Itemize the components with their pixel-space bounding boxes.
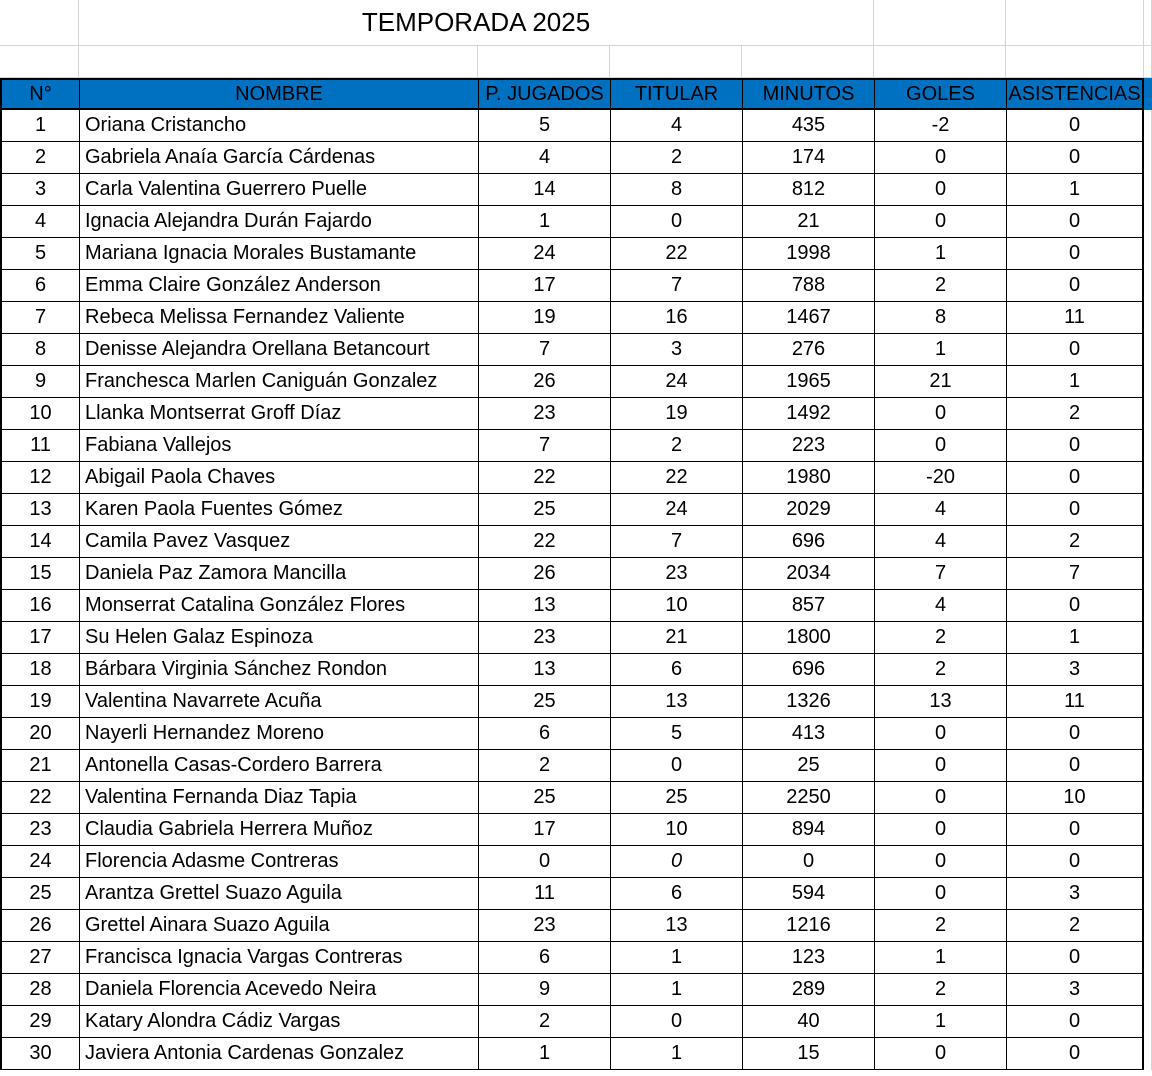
cell-number[interactable]: 29 [0,1006,79,1038]
cell-number[interactable]: 18 [0,654,79,686]
cell-partidos-jugados[interactable]: 25 [478,494,610,526]
cell-partidos-jugados[interactable]: 7 [478,334,610,366]
cell-asistencias[interactable]: 0 [1006,494,1144,526]
cell-goles[interactable]: 0 [874,430,1006,462]
cell-goles[interactable]: 0 [874,846,1006,878]
cell-number[interactable]: 4 [0,206,79,238]
cell-empty[interactable] [742,46,874,78]
cell-goles[interactable]: 13 [874,686,1006,718]
cell-goles[interactable]: 0 [874,142,1006,174]
cell-partidos-jugados[interactable]: 24 [478,238,610,270]
cell-empty[interactable] [1144,846,1152,878]
cell-goles[interactable]: 7 [874,558,1006,590]
cell-empty[interactable] [1144,942,1152,974]
cell-nombre[interactable]: Valentina Navarrete Acuña [79,686,478,718]
cell-partidos-jugados[interactable]: 13 [478,590,610,622]
cell-minutos[interactable]: 276 [742,334,874,366]
cell-partidos-jugados[interactable]: 14 [478,174,610,206]
header-partidos-jugados[interactable]: P. JUGADOS [478,78,610,110]
cell-minutos[interactable]: 1965 [742,366,874,398]
title-row [0,0,1152,46]
cell-asistencias[interactable]: 0 [1006,1038,1144,1070]
cell-titular[interactable]: 4 [610,110,742,142]
cell-minutos[interactable]: 174 [742,142,874,174]
cell-titular[interactable]: 2 [610,142,742,174]
cell-empty[interactable] [1144,814,1152,846]
table-row [0,942,1152,974]
cell-asistencias[interactable]: 3 [1006,654,1144,686]
cell-goles[interactable]: 0 [874,398,1006,430]
cell-partidos-jugados[interactable]: 17 [478,270,610,302]
cell-goles[interactable]: 2 [874,270,1006,302]
cell-minutos[interactable]: 1800 [742,622,874,654]
cell-number[interactable]: 14 [0,526,79,558]
cell-asistencias[interactable]: 1 [1006,366,1144,398]
table-row [0,334,1152,366]
cell-empty[interactable] [1144,782,1152,814]
table-row [0,206,1152,238]
cell-nombre[interactable]: Claudia Gabriela Herrera Muñoz [79,814,478,846]
table-row [0,398,1152,430]
cell-number[interactable]: 19 [0,686,79,718]
cell-empty[interactable] [1144,878,1152,910]
cell-titular[interactable]: 6 [610,654,742,686]
cell-titular[interactable]: 0 [610,206,742,238]
cell-asistencias[interactable]: 0 [1006,750,1144,782]
cell-empty[interactable] [1144,270,1152,302]
table-row [0,718,1152,750]
cell-partidos-jugados[interactable]: 1 [478,206,610,238]
cell-number[interactable]: 17 [0,622,79,654]
cell-partidos-jugados[interactable]: 4 [478,142,610,174]
cell-nombre[interactable]: Arantza Grettel Suazo Aguila [79,878,478,910]
cell-goles[interactable]: 0 [874,782,1006,814]
cell-asistencias[interactable]: 0 [1006,942,1144,974]
cell-asistencias[interactable]: 0 [1006,206,1144,238]
cell-nombre[interactable]: Su Helen Galaz Espinoza [79,622,478,654]
cell-asistencias[interactable]: 7 [1006,558,1144,590]
cell-asistencias[interactable]: 11 [1006,686,1144,718]
cell-partidos-jugados[interactable]: 6 [478,718,610,750]
cell-empty[interactable] [1144,590,1152,622]
cell-empty[interactable] [1144,110,1152,142]
cell-nombre[interactable]: Ignacia Alejandra Durán Fajardo [79,206,478,238]
table-row [0,142,1152,174]
cell-titular[interactable]: 10 [610,814,742,846]
table-row [0,910,1152,942]
cell-goles[interactable]: 0 [874,814,1006,846]
cell-titular[interactable]: 3 [610,334,742,366]
cell-empty[interactable] [0,0,79,46]
cell-empty[interactable] [1144,974,1152,1006]
cell-goles[interactable]: 1 [874,238,1006,270]
cell-empty[interactable] [1144,718,1152,750]
cell-asistencias[interactable]: 0 [1006,846,1144,878]
cell-nombre[interactable]: Francisca Ignacia Vargas Contreras [79,942,478,974]
cell-empty[interactable] [1144,1038,1152,1070]
cell-minutos[interactable]: 435 [742,110,874,142]
cell-titular[interactable]: 19 [610,398,742,430]
cell-number[interactable]: 24 [0,846,79,878]
cell-minutos[interactable]: 21 [742,206,874,238]
cell-nombre[interactable]: Javiera Antonia Cardenas Gonzalez [79,1038,478,1070]
cell-titular[interactable]: 0 [610,846,742,878]
cell-nombre[interactable]: Fabiana Vallejos [79,430,478,462]
cell-minutos[interactable]: 2029 [742,494,874,526]
cell-number[interactable]: 25 [0,878,79,910]
cell-minutos[interactable]: 123 [742,942,874,974]
cell-minutos[interactable]: 223 [742,430,874,462]
cell-nombre[interactable]: Llanka Montserrat Groff Díaz [79,398,478,430]
cell-number[interactable]: 20 [0,718,79,750]
cell-empty[interactable] [1144,526,1152,558]
cell-nombre[interactable]: Karen Paola Fuentes Gómez [79,494,478,526]
cell-empty[interactable] [1144,46,1152,78]
cell-nombre[interactable]: Daniela Florencia Acevedo Neira [79,974,478,1006]
cell-minutos[interactable]: 594 [742,878,874,910]
cell-number[interactable]: 1 [0,110,79,142]
table-row [0,302,1152,334]
cell-partidos-jugados[interactable]: 22 [478,462,610,494]
table-row [0,1038,1152,1070]
cell-goles[interactable]: 1 [874,1006,1006,1038]
cell-nombre[interactable]: Camila Pavez Vasquez [79,526,478,558]
cell-goles[interactable]: 2 [874,654,1006,686]
cell-nombre[interactable]: Franchesca Marlen Caniguán Gonzalez [79,366,478,398]
cell-number[interactable]: 7 [0,302,79,334]
cell-partidos-jugados[interactable]: 26 [478,558,610,590]
cell-titular[interactable]: 1 [610,1038,742,1070]
cell-nombre[interactable]: Antonella Casas-Cordero Barrera [79,750,478,782]
cell-partidos-jugados[interactable]: 25 [478,782,610,814]
cell-nombre[interactable]: Denisse Alejandra Orellana Betancourt [79,334,478,366]
table-row [0,782,1152,814]
cell-nombre[interactable]: Emma Claire González Anderson [79,270,478,302]
cell-empty[interactable] [874,46,1006,78]
cell-nombre[interactable]: Abigail Paola Chaves [79,462,478,494]
cell-asistencias[interactable]: 1 [1006,174,1144,206]
cell-partidos-jugados[interactable]: 19 [478,302,610,334]
cell-asistencias[interactable]: 11 [1006,302,1144,334]
cell-goles[interactable]: 4 [874,494,1006,526]
cell-goles[interactable]: 0 [874,1038,1006,1070]
cell-partidos-jugados[interactable]: 23 [478,398,610,430]
empty-row [0,46,1152,78]
cell-asistencias[interactable]: 1 [1006,622,1144,654]
table-row [0,1006,1152,1038]
cell-titular[interactable]: 7 [610,270,742,302]
cell-nombre[interactable]: Katary Alondra Cádiz Vargas [79,1006,478,1038]
cell-minutos[interactable]: 2250 [742,782,874,814]
cell-empty[interactable] [1144,0,1152,46]
cell-partidos-jugados[interactable]: 17 [478,814,610,846]
cell-titular[interactable]: 2 [610,430,742,462]
cell-partidos-jugados[interactable]: 6 [478,942,610,974]
page-title[interactable]: TEMPORADA 2025 [79,0,874,46]
cell-minutos[interactable]: 788 [742,270,874,302]
cell-number[interactable]: 27 [0,942,79,974]
cell-empty[interactable] [1144,238,1152,270]
cell-nombre[interactable]: Gabriela Anaía García Cárdenas [79,142,478,174]
cell-minutos[interactable]: 15 [742,1038,874,1070]
cell-titular[interactable]: 1 [610,942,742,974]
cell-goles[interactable]: 0 [874,878,1006,910]
cell-minutos[interactable]: 413 [742,718,874,750]
cell-number[interactable]: 13 [0,494,79,526]
table-row [0,686,1152,718]
cell-nombre[interactable]: Daniela Paz Zamora Mancilla [79,558,478,590]
cell-minutos[interactable]: 0 [742,846,874,878]
table-row [0,270,1152,302]
cell-number[interactable]: 11 [0,430,79,462]
cell-asistencias[interactable]: 0 [1006,142,1144,174]
cell-minutos[interactable]: 1467 [742,302,874,334]
cell-number[interactable]: 30 [0,1038,79,1070]
cell-number[interactable]: 3 [0,174,79,206]
cell-asistencias[interactable]: 0 [1006,334,1144,366]
cell-nombre[interactable]: Valentina Fernanda Diaz Tapia [79,782,478,814]
cell-goles[interactable]: 2 [874,974,1006,1006]
table-row [0,622,1152,654]
cell-minutos[interactable]: 40 [742,1006,874,1038]
cell-titular[interactable]: 10 [610,590,742,622]
header-nombre[interactable]: NOMBRE [79,78,478,110]
cell-nombre[interactable]: Monserrat Catalina González Flores [79,590,478,622]
cell-empty[interactable] [1144,174,1152,206]
cell-partidos-jugados[interactable]: 22 [478,526,610,558]
cell-partidos-jugados[interactable]: 5 [478,110,610,142]
cell-empty[interactable] [1144,462,1152,494]
cell-nombre[interactable]: Nayerli Hernandez Moreno [79,718,478,750]
cell-titular[interactable]: 16 [610,302,742,334]
table-row [0,366,1152,398]
cell-goles[interactable]: 8 [874,302,1006,334]
cell-number[interactable]: 23 [0,814,79,846]
cell-empty[interactable] [1144,1006,1152,1038]
cell-titular[interactable]: 24 [610,366,742,398]
table-row [0,654,1152,686]
cell-goles[interactable]: 2 [874,622,1006,654]
cell-partidos-jugados[interactable]: 11 [478,878,610,910]
cell-empty[interactable] [1144,302,1152,334]
cell-nombre[interactable]: Grettel Ainara Suazo Aguila [79,910,478,942]
table-body [0,110,1152,1070]
cell-asistencias[interactable]: 10 [1006,782,1144,814]
cell-partidos-jugados[interactable]: 2 [478,750,610,782]
cell-asistencias[interactable]: 2 [1006,910,1144,942]
cell-asistencias[interactable]: 0 [1006,238,1144,270]
cell-minutos[interactable]: 894 [742,814,874,846]
cell-titular[interactable]: 25 [610,782,742,814]
cell-titular[interactable]: 5 [610,718,742,750]
cell-titular[interactable]: 21 [610,622,742,654]
cell-titular[interactable]: 8 [610,174,742,206]
cell-asistencias[interactable]: 0 [1006,270,1144,302]
cell-number[interactable]: 2 [0,142,79,174]
cell-empty[interactable] [1144,334,1152,366]
cell-nombre[interactable]: Oriana Cristancho [79,110,478,142]
table-row [0,590,1152,622]
cell-number[interactable]: 10 [0,398,79,430]
cell-asistencias[interactable]: 0 [1006,1006,1144,1038]
cell-number[interactable]: 15 [0,558,79,590]
header-titular[interactable]: TITULAR [610,78,742,110]
cell-asistencias[interactable]: 2 [1006,526,1144,558]
cell-minutos[interactable]: 1492 [742,398,874,430]
cell-goles[interactable]: 21 [874,366,1006,398]
cell-goles[interactable]: -20 [874,462,1006,494]
cell-empty[interactable] [1144,622,1152,654]
cell-number[interactable]: 28 [0,974,79,1006]
header-goles[interactable]: GOLES [874,78,1006,110]
cell-goles[interactable]: 4 [874,526,1006,558]
header-number[interactable]: N° [0,78,79,110]
cell-partidos-jugados[interactable]: 2 [478,1006,610,1038]
cell-empty[interactable] [1144,750,1152,782]
cell-empty[interactable] [874,0,1006,46]
cell-empty[interactable] [1144,558,1152,590]
table-row [0,974,1152,1006]
cell-asistencias[interactable]: 0 [1006,430,1144,462]
cell-nombre[interactable]: Carla Valentina Guerrero Puelle [79,174,478,206]
table-row [0,174,1152,206]
cell-partidos-jugados[interactable]: 7 [478,430,610,462]
cell-goles[interactable]: 0 [874,718,1006,750]
cell-partidos-jugados[interactable]: 0 [478,846,610,878]
cell-minutos[interactable]: 1998 [742,238,874,270]
cell-goles[interactable]: 0 [874,206,1006,238]
cell-empty[interactable] [0,46,79,78]
cell-asistencias[interactable]: 0 [1006,718,1144,750]
cell-empty[interactable] [1006,46,1144,78]
table-row [0,750,1152,782]
cell-titular[interactable]: 22 [610,238,742,270]
cell-minutos[interactable]: 25 [742,750,874,782]
cell-empty[interactable] [478,46,610,78]
cell-titular[interactable]: 1 [610,974,742,1006]
cell-empty[interactable] [1144,430,1152,462]
cell-nombre[interactable]: Mariana Ignacia Morales Bustamante [79,238,478,270]
cell-partidos-jugados[interactable]: 26 [478,366,610,398]
cell-minutos[interactable]: 696 [742,654,874,686]
cell-titular[interactable]: 13 [610,910,742,942]
cell-asistencias[interactable]: 0 [1006,590,1144,622]
cell-minutos[interactable]: 812 [742,174,874,206]
cell-minutos[interactable]: 1216 [742,910,874,942]
cell-goles[interactable]: 0 [874,174,1006,206]
cell-minutos[interactable]: 696 [742,526,874,558]
cell-nombre[interactable]: Rebeca Melissa Fernandez Valiente [79,302,478,334]
cell-empty[interactable] [1144,206,1152,238]
cell-partidos-jugados[interactable]: 13 [478,654,610,686]
cell-goles[interactable]: -2 [874,110,1006,142]
cell-number[interactable]: 12 [0,462,79,494]
cell-minutos[interactable]: 1326 [742,686,874,718]
cell-titular[interactable]: 24 [610,494,742,526]
cell-empty[interactable] [1144,398,1152,430]
cell-partidos-jugados[interactable]: 23 [478,910,610,942]
cell-asistencias[interactable]: 0 [1006,814,1144,846]
cell-empty[interactable] [1144,366,1152,398]
cell-titular[interactable]: 7 [610,526,742,558]
cell-minutos[interactable]: 857 [742,590,874,622]
cell-number[interactable]: 22 [0,782,79,814]
cell-titular[interactable]: 23 [610,558,742,590]
cell-titular[interactable]: 6 [610,878,742,910]
cell-titular[interactable]: 0 [610,1006,742,1038]
cell-number[interactable]: 5 [0,238,79,270]
cell-titular[interactable]: 0 [610,750,742,782]
cell-asistencias[interactable]: 3 [1006,878,1144,910]
cell-asistencias[interactable]: 3 [1006,974,1144,1006]
cell-asistencias[interactable]: 0 [1006,110,1144,142]
cell-goles[interactable]: 2 [874,910,1006,942]
header-minutos[interactable]: MINUTOS [742,78,874,110]
table-row [0,526,1152,558]
cell-empty[interactable] [1144,910,1152,942]
table-row [0,846,1152,878]
cell-nombre[interactable]: Bárbara Virginia Sánchez Rondon [79,654,478,686]
cell-empty[interactable] [1144,494,1152,526]
table-row [0,462,1152,494]
table-row [0,494,1152,526]
cell-asistencias[interactable]: 0 [1006,462,1144,494]
cell-partidos-jugados[interactable]: 23 [478,622,610,654]
header-asistencias[interactable]: ASISTENCIAS [1006,78,1144,110]
cell-empty[interactable] [1144,686,1152,718]
table-row [0,878,1152,910]
cell-number[interactable]: 21 [0,750,79,782]
cell-goles[interactable]: 1 [874,334,1006,366]
cell-goles[interactable]: 1 [874,942,1006,974]
cell-empty[interactable] [1006,0,1144,46]
cell-empty[interactable] [1144,142,1152,174]
table-row [0,238,1152,270]
cell-partidos-jugados[interactable]: 25 [478,686,610,718]
cell-empty[interactable] [79,46,478,78]
cell-titular[interactable]: 13 [610,686,742,718]
cell-partidos-jugados[interactable]: 9 [478,974,610,1006]
cell-goles[interactable]: 0 [874,750,1006,782]
cell-minutos[interactable]: 2034 [742,558,874,590]
table-header [0,78,1152,110]
cell-minutos[interactable]: 289 [742,974,874,1006]
cell-minutos[interactable]: 1980 [742,462,874,494]
cell-number[interactable]: 16 [0,590,79,622]
cell-number[interactable]: 9 [0,366,79,398]
cell-goles[interactable]: 4 [874,590,1006,622]
cell-empty[interactable] [1144,654,1152,686]
cell-titular[interactable]: 22 [610,462,742,494]
cell-number[interactable]: 8 [0,334,79,366]
cell-empty[interactable] [610,46,742,78]
cell-nombre[interactable]: Florencia Adasme Contreras [79,846,478,878]
table-row [0,558,1152,590]
table-row [0,814,1152,846]
cell-partidos-jugados[interactable]: 1 [478,1038,610,1070]
table-row [0,430,1152,462]
cell-number[interactable]: 6 [0,270,79,302]
cell-number[interactable]: 26 [0,910,79,942]
table-row [0,110,1152,142]
cell-asistencias[interactable]: 2 [1006,398,1144,430]
